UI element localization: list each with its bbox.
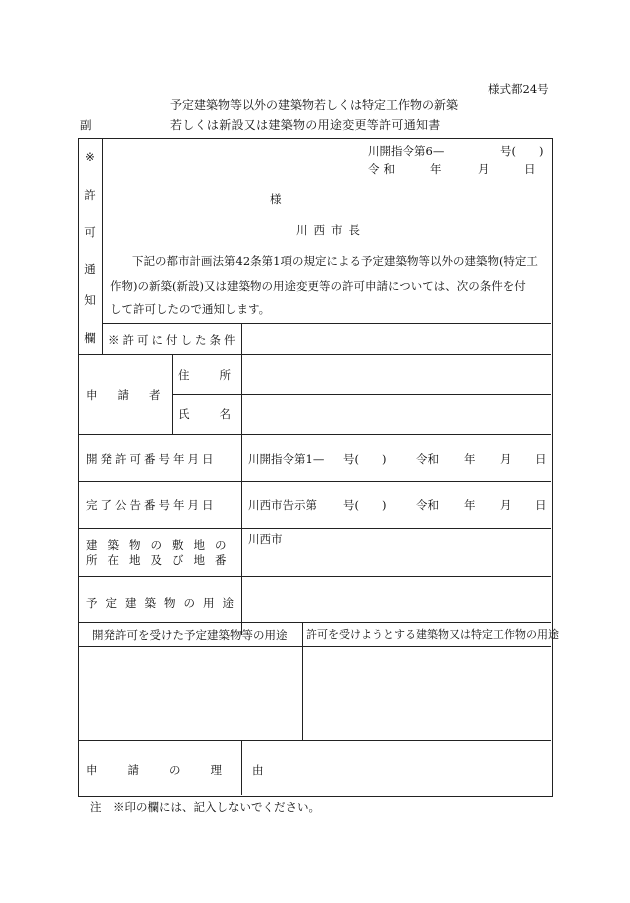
dev-permit-month: 月 <box>500 452 512 466</box>
dev-permit-prefix: 川開指令第1— <box>248 452 325 466</box>
dev-permit-label: 開発許可番号年月日 <box>86 452 217 466</box>
completion-suffix: 号( ) <box>343 498 387 512</box>
footnote: 注 ※印の欄には、記入しないでください。 <box>90 800 320 814</box>
dev-permit-day: 日 <box>535 452 547 466</box>
completion-year: 年 <box>464 498 476 512</box>
dev-permit-suffix: 号( ) <box>343 452 387 466</box>
notice-side-label-1: ※ <box>85 150 95 164</box>
notice-side-label-3: 可 <box>84 225 96 239</box>
addressee-suffix: 様 <box>270 192 282 206</box>
notice-date-era: 令和 <box>368 162 399 176</box>
notice-date-year: 年 <box>430 162 442 176</box>
dev-permit-year: 年 <box>464 452 476 466</box>
doc-number-suffix: 号( ) <box>500 144 544 158</box>
doc-number-prefix: 川開指令第6— <box>368 144 445 158</box>
requested-use-header: 許可を受けようとする建築物又は特定工作物の用途 <box>306 628 559 641</box>
notice-side-label-4: 通 <box>84 262 96 276</box>
title-line-2: 若しくは新設又は建築物の用途変更等許可通知書 <box>170 118 441 132</box>
notice-body-line-1: 下記の都市計画法第42条第1項の規定による予定建築物等以外の建築物(特定工 <box>132 254 538 268</box>
completion-month: 月 <box>500 498 512 512</box>
notice-side-label-6: 欄 <box>84 331 96 345</box>
notice-side-label-2: 許 <box>84 188 96 202</box>
form-number: 様式都24号 <box>488 82 549 96</box>
notice-body-line-2: 作物)の新築(新設)又は建築物の用途変更等の許可申請については、次の条件を付 <box>110 279 526 293</box>
site-label-line-1: 建築物の敷地の <box>86 538 237 552</box>
notice-date-day: 日 <box>524 162 536 176</box>
planned-use-label: 予定建築物の用途 <box>86 596 242 610</box>
dev-permit-era: 令和 <box>416 452 439 466</box>
site-value: 川西市 <box>248 532 283 546</box>
notice-body-line-3: して許可したので通知します。 <box>110 302 271 316</box>
site-label-line-2: 所在地及び地番 <box>86 553 237 567</box>
completion-era: 令和 <box>416 498 439 512</box>
copy-mark: 副 <box>80 118 92 132</box>
completion-day: 日 <box>535 498 547 512</box>
completion-label: 完了公告番号年月日 <box>86 498 217 512</box>
applicant-label: 申請者 <box>86 388 181 402</box>
address-label: 住所 <box>178 368 261 382</box>
issuer: 川西市長 <box>296 223 366 237</box>
permitted-use-header: 開発許可を受けた予定建築物等の用途 <box>92 628 288 642</box>
notice-side-label-5: 知 <box>84 293 96 307</box>
title-line-1: 予定建築物等以外の建築物若しくは特定工作物の新築 <box>170 98 459 112</box>
conditions-label: ※許可に付した条件 <box>108 333 239 347</box>
reason-label: 申請の理由 <box>86 763 294 777</box>
notice-date-month: 月 <box>478 162 490 176</box>
name-label: 氏名 <box>178 407 261 421</box>
completion-prefix: 川西市告示第 <box>248 498 317 512</box>
